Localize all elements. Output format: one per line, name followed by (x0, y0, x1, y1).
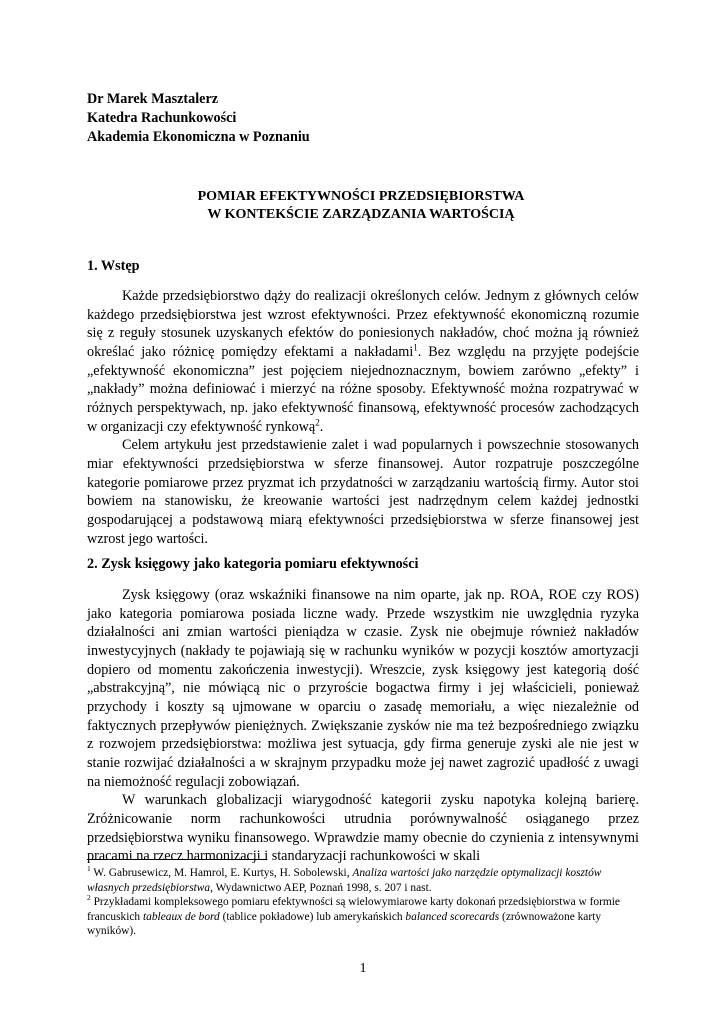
footnote-1 (87, 866, 639, 895)
footnote-text: (tablice pokładowe) lub amerykańskich (219, 910, 406, 923)
footnote-term: tableaux de bord (142, 910, 220, 923)
section-1-body (87, 287, 639, 548)
paragraph-text: Każde przedsiębiorstwo dąży do realizacji określonych celów. Jednym z głównych celów każdego przedsiębiorstwa jest wzrost efektywności. Przez efektywność ekonomiczną rozumie się z reguły stosunek uzyskanych efektów do poniesionych nakładów, choć można ją również określać jako różnicę pomiędzy efektami a nakładami (87, 288, 639, 360)
footnote-number: 2 (87, 893, 91, 903)
article-title (87, 188, 635, 224)
footnote-text: , Wydawnictwo AEP, Poznań 1998, s. 207 i nast. (210, 881, 432, 894)
section-2-body (87, 586, 639, 866)
footnote-term: balanced scorecards (405, 910, 500, 923)
section-1-paragraph-1 (87, 287, 639, 436)
author-name: Dr Marek Masztalerz (87, 91, 219, 107)
paragraph-text: . Bez względu na przyjęte podejście „efektywność ekonomiczna” jest pojęciem niejednoznacznym, bowiem zarówno „efekty” i „nakłady” można definiować i mierzyć na różne sposoby. Efektywność można rozpatrywać w różnych perspektywach, np. jako efektywność finansową, efektywność procesów zachodzących w organizacji czy efektywność rynkową (87, 343, 639, 435)
title-line-2: W KONTEKŚCIE ZARZĄDZANIA WARTOŚCIĄ (207, 207, 515, 222)
footnote-text: (zrównoważone karty wyników). (87, 910, 602, 937)
footnote-2 (87, 895, 639, 939)
author-block (87, 90, 310, 147)
section-2-paragraph-1: Zysk księgowy (oraz wskaźniki finansowe na nim oparte, jak np. ROA, ROE czy ROS) jako kategoria pomiarowa posiada liczne wady. Przede wszystkim nie uwzględnia ryzyka działalności ani zmian wartości pieniądza w czasie. Zysk nie obejmuje również nakładów inwestycyjnych (nakłady te pojawiają się w rachunku wyników w pozycji kosztów amortyzacji dopiero od momentu zakończenia inwestycji). Wreszcie, zysk księgowy jest kategorią dość „abstrakcyjną”, nie mówiącą nic o przyroście bogactwa firmy i jej właścicieli, ponieważ przychody i koszty są ujmowane w oparciu o zasadę memoriału, a więc niezależnie od faktycznych przepływów pieniężnych. Zwiększanie zysków nie ma też bezpośredniego związku z rozwojem przedsiębiorstwa: możliwa jest sytuacja, gdy firma generuje zyski ale nie jest w stanie rozwijać działalności a w skrajnym przypadku może jej nawet zagrozić upadłość z uwagi na niemożność regulacji zobowiązań. (87, 587, 639, 790)
section-1-heading: 1. Wstęp (87, 258, 140, 274)
section-1-paragraph-2: Celem artykułu jest przedstawienie zalet i wad popularnych i powszechnie stosowanych miar efektywności przedsiębiorstwa w sferze finansowej. Autor rozpatruje poszczególne kategorie pomiarowe przez pryzmat ich przydatności w zarządzaniu wartością firmy. Autor stoi bowiem na stanowisku, że kreowanie wartości jest nadrzędnym celem każdej jednostki gospodarującej a podstawową miarą efektywności przedsiębiorstwa w sferze finansowej jest wzrost jego wartości. (87, 437, 639, 547)
footnote-number: 1 (87, 864, 91, 874)
section-2-paragraph-2: W warunkach globalizacji wiarygodność kategorii zysku napotyka kolejną barierę. Zróżnicowanie norm rachunkowości utrudnia porównywalność osiąganego przez przedsiębiorstwa wyniku finansowego. Wprawdzie mamy obecnie do czynienia z intensywnymi pracami na rzecz harmonizacji i standaryzacji rachunkowości w skali (87, 792, 639, 865)
page-number: 1 (359, 961, 367, 976)
footnote-divider (87, 859, 267, 860)
title-line-1: POMIAR EFEKTYWNOŚCI PRZEDSIĘBIORSTWA (197, 189, 525, 204)
footnote-text: Przykładami kompleksowego pomiaru efektywności są wielowymiarowe karty dokonań przedsiębiorstwa w formie francuskich (87, 896, 620, 923)
section-2-heading: 2. Zysk księgowy jako kategoria pomiaru efektywności (87, 556, 419, 572)
footnotes (87, 866, 639, 939)
footnote-ref-2: 2 (315, 416, 320, 427)
author-institution: Akademia Ekonomiczna w Poznaniu (87, 129, 310, 145)
footnote-text: W. Gabrusewicz, M. Hamrol, E. Kurtys, H. Sobolewski, (90, 867, 353, 879)
author-department: Katedra Rachunkowości (87, 110, 237, 126)
footnote-ref-1: 1 (413, 342, 418, 353)
footnote-book-title: Analiza wartości jako narzędzie optymalizacji kosztów własnych przedsiębiorstwa (87, 867, 602, 894)
paragraph-text: . (319, 418, 324, 435)
